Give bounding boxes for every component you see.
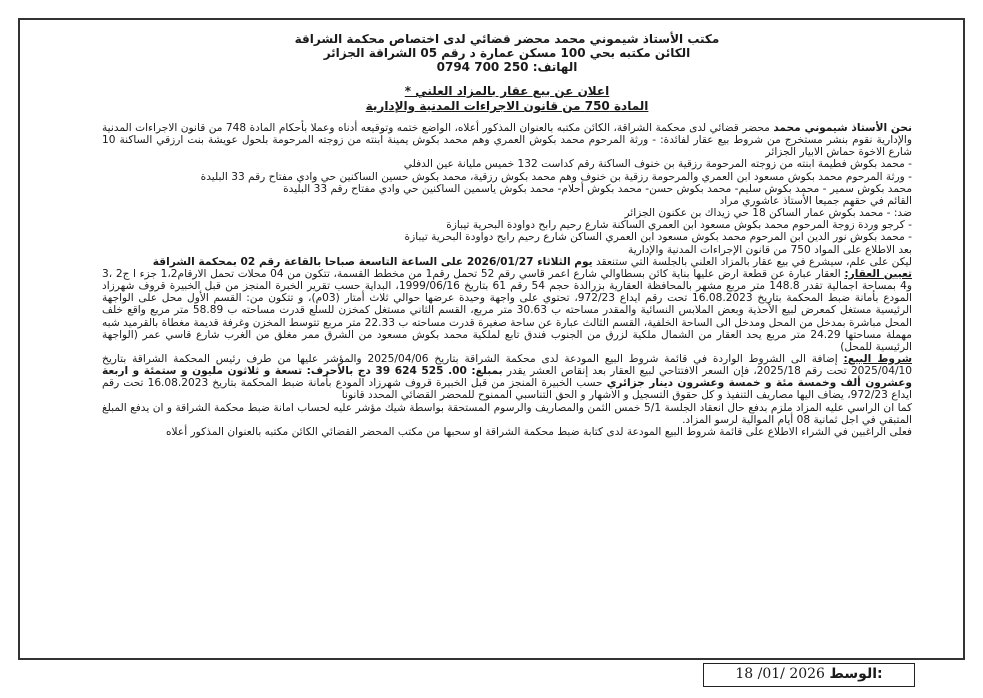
designation-text: العقار عبارة عن قطعة ارض عليها بناية كائن بسطاوالي شارع اعمر قاسي رقم 52 تحمل رقم1 من مخطط القسمة، تتكون من 04 محلات تحمل الارقام1،2 جزء ا ج2 ،3 و4 بمساحة اجمالية تقدر 148.8 متر مربع مشهر بالمحافظة العقارية بزرالدة حجم 54 رقم 61 بتاريخ 1999/06/16، البداية حسب تقرير الخبرة المنجز من قبل الخبيرة قروف شهرزاد المودع بأمانة ضبط المحكمة بتاريخ 16.08.2023 تحت رقم ايداع 972/23، تحتوي على واجهة وحيدة عرضها حوالي ثلاث أمتار (03م)، و تتكون من: القسم الأول محل على الواجهة الرئيسية مستغل كمعرض لبيع الأحذية وبعض الملابس النسائية والمقدر مساحته ب 30.63 متر مربع، القسم الثاني مستغل كمخزن للسلع قدرت مساحته ب 58.89 متر مربع واقع خلف المحل مباشرة بمدخل من المحل ومدخل الى الساحة الخلفية، القسم الثالث عبارة عن ساحة صغيرة قدرت مساحته ب 22.33 متر مربع تتوسط المخزن وغرفة قديمة مغطاة بالقرميد شبه مهملة مساحتها 24.29 متر مربع يحد العقار من الشمال ملكية لزرق من الجنوب فندق تابع لملكية محمد بكوش مسعود من الشرق ممر مغلق من الغرب شارع قاسي عمر (الواجهة الرئيسية للمحل)	[102, 267, 912, 353]
closing-line: فعلى الراغبين في الشراء الاطلاع على قائمة شروط البيع المودعة لدى كتابة ضبط محكمة الشراقة او سحبها من مكتب المحضر القضائي الكائن مكتبه بالعنوان المذكور أعلاه	[166, 425, 912, 438]
terms-text: إضافة الى الشروط الواردة في قائمة شروط البيع المودعة لدى محكمة الشراقة بتاريخ 2025/04/06 والمؤشر عليها من طرف رئيس المحكمة الشراقة بتاريخ 2025/04/10 تحت رقم 2025/18، فإن السعر الافتتاحي لبيع العقار بعد إنقاص العشر يقدر	[102, 352, 912, 378]
terms-label: شروط البيع:	[843, 352, 912, 365]
office-address: الكائن مكتبه بحي 100 مسكن عمارة د رقم 05 الشراقة الجزائر	[323, 46, 691, 60]
property-designation	[102, 268, 912, 353]
newspaper-label: الوسط:	[829, 666, 883, 682]
closing-line: كما ان الراسي عليه المزاد ملزم بدفع حال انعقاد الجلسة 5/1 خمس الثمن والمصاريف والرسوم المستحقة بواسطة شيك مؤشر عليه لحساب امانة ضبط محكمة الشراقة و ان يدفع المبلغ المتبقي في اجل ثمانية 08 أيام الموالية لرسو المزاد.	[102, 401, 912, 426]
intro-text: محضر قضائي لدى محكمة الشراقة، الكائن مكتبه بالعنوان المذكور أعلاه، الواضع ختمه وتوقيعه أدناه وعملا بأحكام المادة 748 من قانون الاجراءات المدنية والإدارية نقوم بنشر مستخرج من شروط بيع عقار لفائدة: - ورثة المرحوم محمد بكوش العمري وهم محمد بكوش يمينة ابنته من زوجته المرحومة بلحول عويشة بنت ارزقي الساكنة 10 شارع الاخوة حماش الابيار الجزائر	[102, 122, 912, 159]
bailiff-name: نحن الأستاذ شيموني محمد	[773, 122, 913, 134]
heir-line: - كرجو وردة زوجة المرحوم محمد بكوش مسعود ابن العمري الساكنة شارع رحيم رابح دواودة البحرية تيبازة	[446, 219, 912, 232]
publication-stamp	[703, 663, 915, 687]
office-phone: الهاتف: 250 700 0794	[436, 60, 578, 74]
intro-paragraph	[102, 122, 912, 158]
price-details: حسب الخبيرة المنجز من قبل الخبيرة قروف شهرزاد المودع بأمانة ضبط المحكمة بتاريخ 16.08.2023 تحت رقم ايداع 972/23، يضاف اليها مصاريف التنفيذ و كل حقوق التسجيل و الاشهار و الحق التناسبي الممنوح للمحضر القضائي المحدد قانونا	[102, 377, 912, 402]
heir-line: محمد بكوش سمير - محمد بكوش سليم- محمد بكوش حسن- محمد بكوش أحلام- محمد بكوش ياسمين الساكنين حي وادي مفتاح رقم 33 البليدة	[283, 182, 912, 195]
heir-line: - محمد بكوش نور الدين ابن المرحوم محمد بكوش مسعود ابن العمري الساكن شارع رحيم رابح دواودة البحرية تيبازة	[404, 231, 912, 244]
auction-lead: ليكن على علم، سيشرع في بيع عقار بالمزاد العلني بالجلسة التي ستنعقد	[596, 255, 912, 268]
designation-label: تعيين العقار:	[844, 267, 912, 280]
heir-line: - محمد بكوش فطيمة ابنته من زوجته المرحومة رزقية بن خنوف الساكنة رقم كداست 132 خميس مليانة عين الدفلي	[403, 158, 912, 171]
heir-line: - ورثة المرحوم محمد بكوش مسعود ابن العمري والمرحومة رزقية بن خنوف وهم محمد بكوش رزقية، محمد بكوش حسين الساكنين حي وادي مفتاح رقم 33 البليدة	[200, 170, 912, 183]
legal-notice	[102, 32, 912, 438]
heir-line: القائم في حقهم جميعا الأستاذ عاشوري مراد	[719, 194, 912, 207]
opening-price: بمبلغ: 00. 525 624 39 دج بالأحرف: تسعة و ثلاثون مليون و ستمئة و اربعة وعشرون ألف وخمسة مئة و خمسة وعشرون دينار جزائري	[102, 365, 913, 390]
notice-title: اعلان عن بيع عقار بالمزاد العلني *	[404, 84, 610, 98]
office-name: مكتب الأستاذ شيموني محمد محضر قضائي لدى اختصاص محكمة الشراقة	[294, 32, 720, 46]
heir-line: ضد: - محمد بكوش عمار الساكن 18 حي زيداك بن عكنون الجزائر	[624, 207, 912, 220]
publication-date: 18 /01/ 2026	[735, 666, 825, 682]
auction-date: يوم الثلاثاء 2026/01/27 على الساعة التاسعة صباحا بالقاعة رقم 02 بمحكمة الشراقة	[152, 255, 593, 268]
notice-legal-basis: المادة 750 من قانون الاجراءات المدنية والإدارية	[365, 99, 649, 113]
heir-line: بعد الاطلاع على المواد 750 من قانون الإجراءات المدنية والإدارية	[628, 243, 912, 256]
sale-terms	[102, 353, 912, 402]
auction-date-paragraph	[102, 256, 912, 268]
notice-body	[102, 122, 912, 438]
